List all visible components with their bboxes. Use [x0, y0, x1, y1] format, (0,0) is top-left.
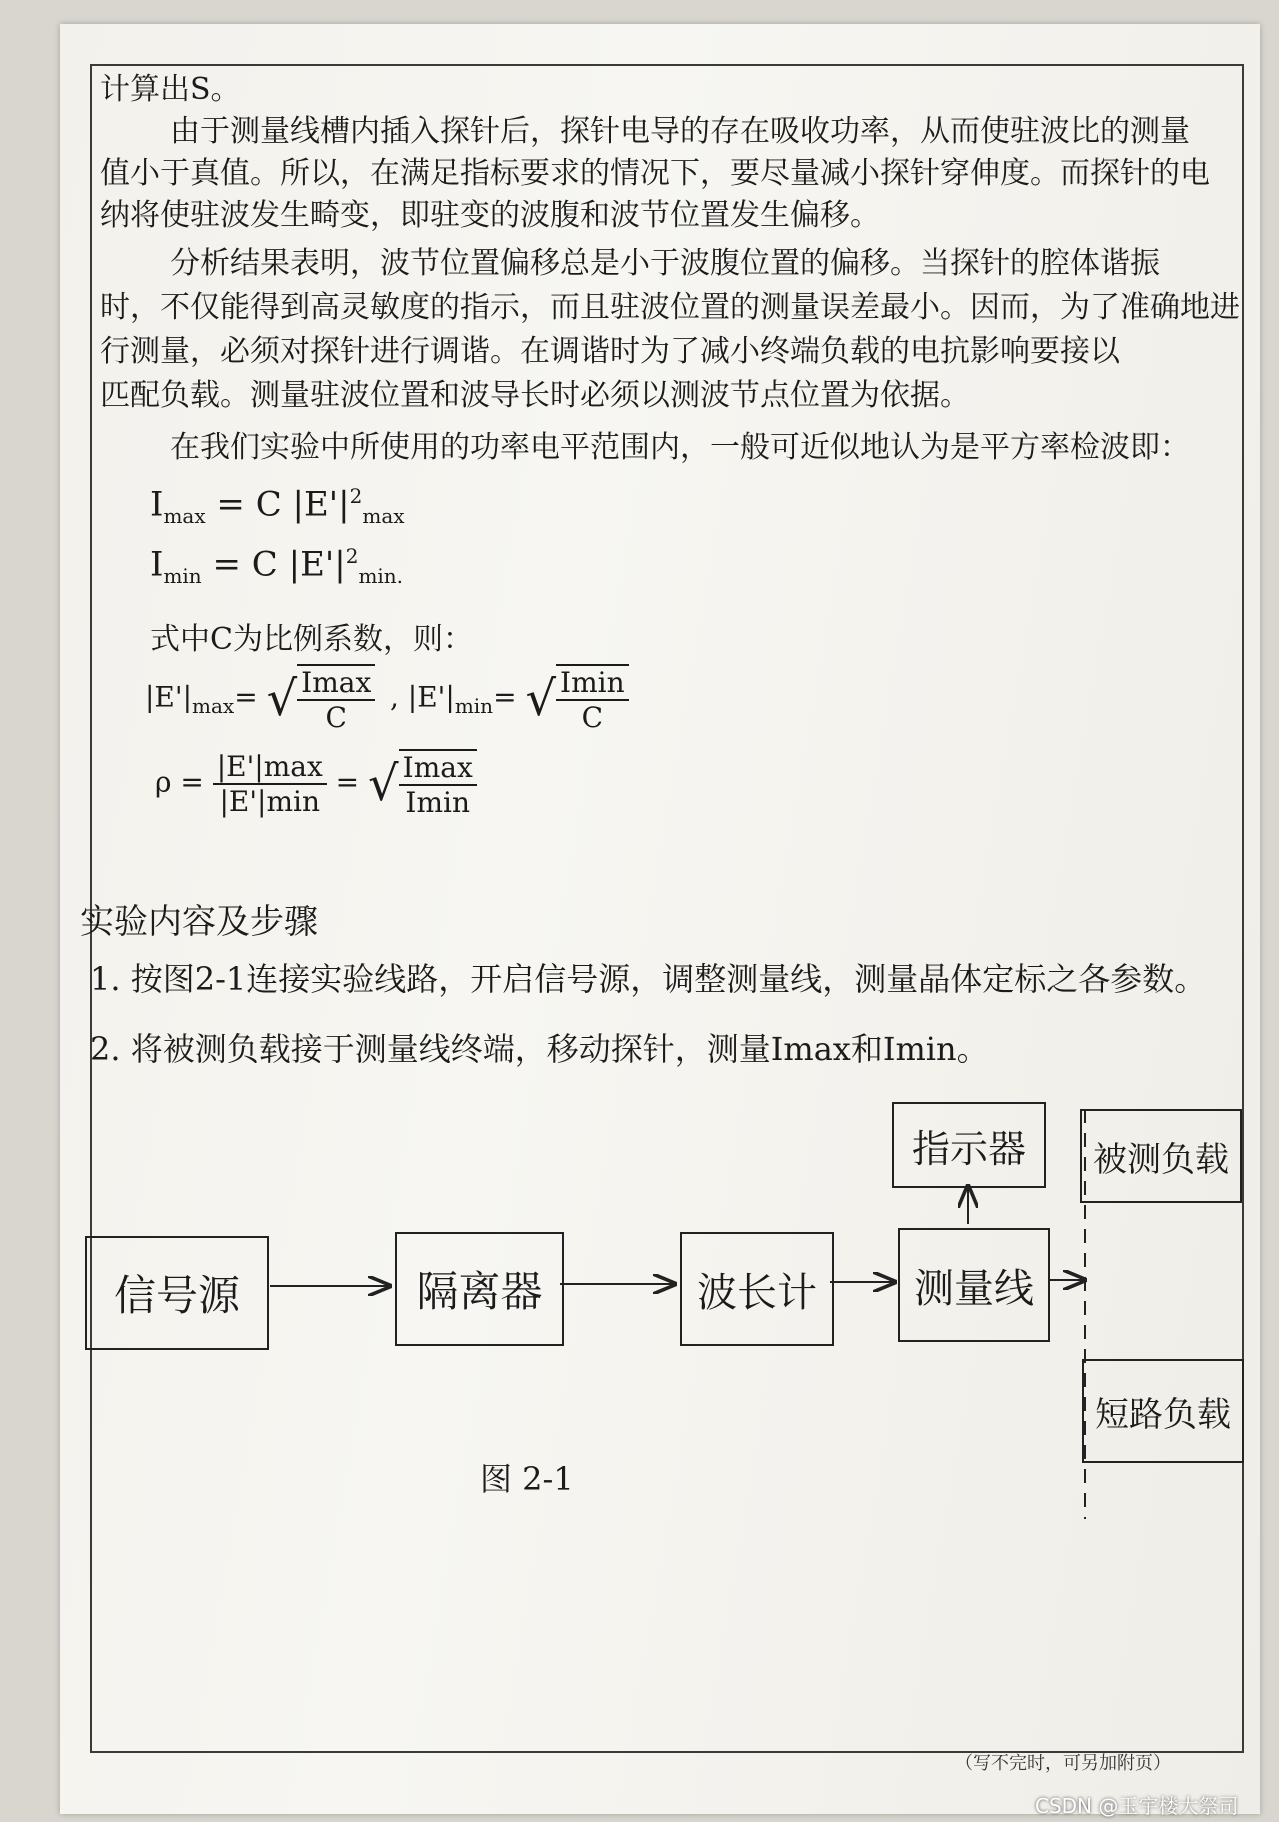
box-short-load: 短路负载: [1082, 1359, 1244, 1463]
box-signal-source: 信号源: [85, 1236, 269, 1350]
formula-emin: , $|E'|_{min}=$ √ $\frac{Imin}{C}$: [390, 664, 629, 734]
notebook-page: [60, 24, 1260, 1814]
text-line: 在我们实验中所使用的功率电平范围内，一般可近似地认为是平方率检波即：: [170, 430, 1190, 465]
text-line: 值小于真值。所以，在满足指标要求的情况下，要尽量减小探针穿伸度。而探针的电: [100, 156, 1210, 191]
text-line: 分析结果表明，波节位置偏移总是小于波腹位置的偏移。当探针的腔体谐振: [170, 246, 1160, 281]
box-measuring-line: 测量线: [898, 1228, 1050, 1342]
text-line: 式中C为比例系数，则：: [150, 622, 473, 657]
section-heading: 实验内容及步骤: [80, 902, 318, 942]
text-line: 纳将使驻波发生畸变，即驻变的波腹和波节位置发生偏移。: [100, 198, 880, 233]
text-line: 匹配负载。测量驻波位置和波导长时必须以测波节点位置为依据。: [100, 378, 970, 413]
formula-imax: $I_{max} = C$ $|E'|^2_{max}$: [150, 484, 405, 529]
figure-caption: 图 2-1: [480, 1460, 574, 1498]
diagram-connectors: [60, 24, 1260, 1814]
text-line: 由于测量线槽内插入探针后，探针电导的存在吸收功率，从而使驻波比的测量: [170, 114, 1190, 149]
text-line: 计算出S。: [100, 72, 241, 107]
box-isolator: 隔离器: [395, 1232, 564, 1346]
formula-imin: $I_{min} = C$ $|E'|^2_{min.}$: [150, 544, 404, 589]
formula-rho: ρ = $\frac{|E'|\max}{|E'|\min}$ = √ $\frac{Imax}{Imin}$: [155, 749, 477, 819]
text-line: 时，不仅能得到高灵敏度的指示，而且驻波位置的测量误差最小。因而，为了准确地进: [100, 290, 1240, 325]
text-line: 行测量，必须对探针进行调谐。在调谐时为了减小终端负载的电抗影响要接以: [100, 334, 1120, 369]
box-load-under-test: 被测负载: [1080, 1109, 1242, 1203]
formula-emax: $|E'|_{max}=$ √ $\frac{Imax}{C}$: [145, 664, 375, 734]
step-2: 2. 将被测负载接于测量线终端，移动探针，测量Imax和Imin。: [90, 1030, 989, 1068]
box-wavemeter: 波长计: [680, 1232, 834, 1346]
box-indicator: 指示器: [892, 1102, 1046, 1188]
step-1: 1. 按图2-1连接实验线路，开启信号源，调整测量线，测量晶体定标之各参数。: [90, 960, 1207, 998]
footer-note: （写不完时，可另加附页）: [955, 1753, 1171, 1774]
csdn-watermark: CSDN @玉宇楼大祭司: [1035, 1794, 1239, 1818]
